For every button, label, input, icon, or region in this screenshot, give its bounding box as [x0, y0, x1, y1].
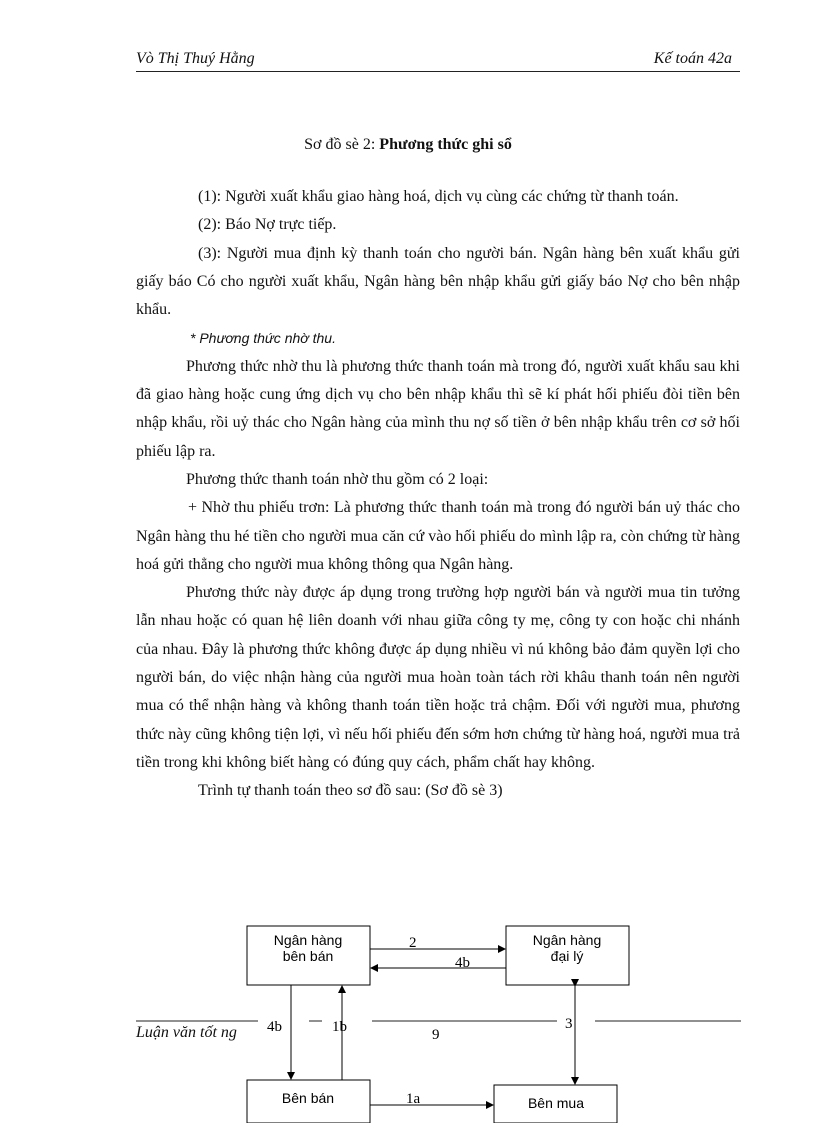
box-agent-bank-label-2: đại lý [550, 948, 584, 964]
paragraph-1: (1): Người xuất khẩu giao hàng hoá, dịch vụ cùng các chứng từ thanh toán. [198, 188, 679, 205]
paragraph-5: Phương thức nhờ thu là phương thức thanh toán mà trong đó, người xuất khẩu sau khi đã giao hàng hoặc cung ứng dịch vụ cho bên nhập khẩu thì sẽ kí phát hối phiếu đòi tiền bên nhập khẩu, rồi uỷ thác cho Ngân hàng của mình thu nợ số tiền ở bên nhập khẩu trên cơ sở hối phiếu lập ra. [136, 357, 740, 460]
label-2: 2 [409, 935, 417, 951]
header-course: Kế toán 42a [653, 50, 732, 67]
paragraph-9: Trình tự thanh toán theo sơ đồ sau: (Sơ đồ sè 3) [198, 782, 503, 800]
box-buyer-label: Bên mua [527, 1095, 585, 1111]
paragraph-6: Phương thức thanh toán nhờ thu gồm có 2 loại: [186, 470, 489, 488]
label-1b: 1b [332, 1019, 347, 1035]
paragraph-3: (3): Người mua định kỳ thanh toán cho người bán. Ngân hàng bên xuất khẩu gửi giấy báo Có cho người xuất khẩu, Ngân hàng bên nhập khẩu gửi giấy báo Nợ cho bên nhập khẩu. [136, 244, 740, 319]
header-author: Vò Thị Thuý Hằng [136, 50, 255, 67]
label-9: 9 [432, 1027, 440, 1043]
box-agent-bank-label-1: Ngân hàng [532, 932, 602, 948]
box-seller-bank-label-2: bên bán [282, 948, 334, 964]
label-1a: 1a [406, 1091, 421, 1107]
title-bold: Phương thức ghi sổ [379, 136, 512, 153]
paragraph-7: + Nhờ thu phiếu trơn: Là phương thức thanh toán mà trong đó người bán uỷ thác cho Ngân hàng thu hé tiền cho người mua căn cứ vào hối phiếu do mình lập ra, còn chứng từ hàng hoá gửi thẳng cho người mua không thông qua Ngân hàng. [136, 499, 740, 573]
paragraph-2: (2): Báo Nợ trực tiếp. [198, 216, 337, 234]
paragraph-4-heading: * Phương thức nhờ thu. [190, 330, 336, 347]
footer-text: Luận văn tốt ng [136, 1024, 237, 1041]
box-seller-label: Bên bán [281, 1090, 335, 1106]
label-4b-left: 4b [267, 1019, 282, 1035]
label-4b-top: 4b [455, 955, 470, 971]
title-prefix: Sơ đồ sè 2: [304, 136, 380, 153]
label-3: 3 [565, 1016, 573, 1032]
paragraph-8: Phương thức này được áp dụng trong trường hợp người bán và người mua tin tưởng lẫn nhau hoặc có quan hệ liên doanh với nhau giữa công ty mẹ, công ty con hoặc chi nhánh của nhau. Đây là phương thức không được áp dụng nhiều vì nú không bảo đảm quyền lợi cho người bán, do việc nhận hàng của người mua hoàn toàn tách rời khâu thanh toán nên người mua có thể nhận hàng và không thanh toán tiền hoặc trả chậm. Đối với người mua, phương thức này cũng không tiện lợi, vì nếu hối phiếu đến sớm hơn chứng từ hàng hoá, người mua trả tiền trong khi không biết hàng có đúng quy cách, phẩm chất hay không. [136, 584, 740, 771]
box-seller-bank-label-1: Ngân hàng [273, 932, 343, 948]
